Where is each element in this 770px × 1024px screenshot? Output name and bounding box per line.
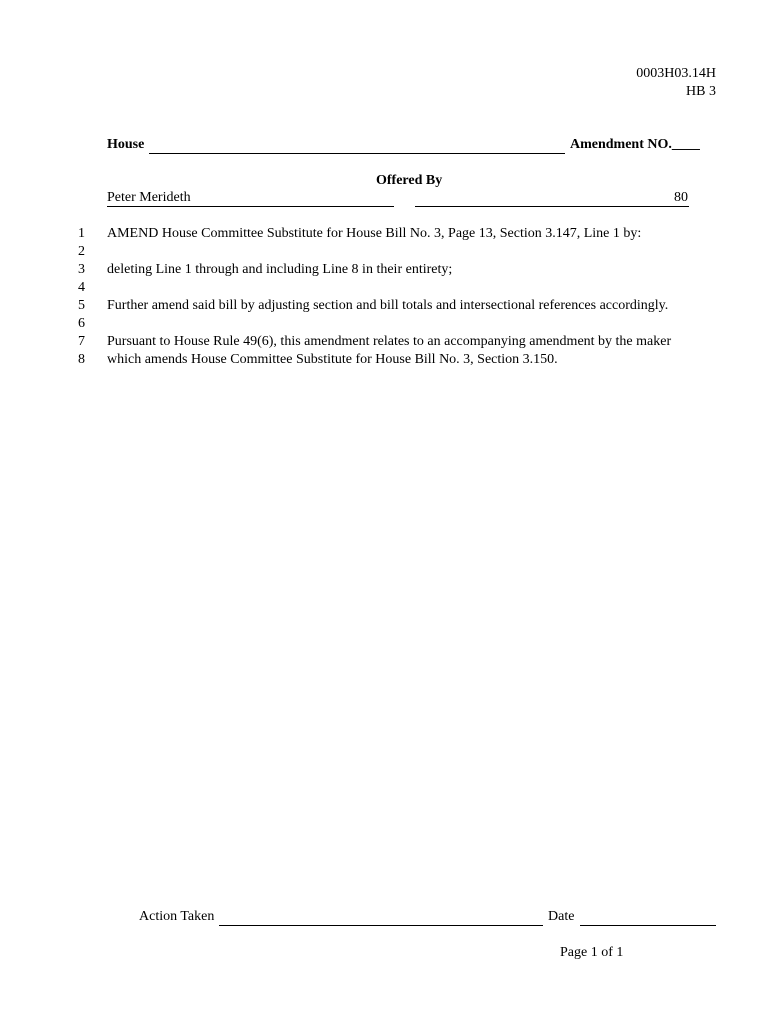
date-label: Date [548, 909, 575, 924]
line-number: 7 [78, 334, 85, 349]
line-number: 1 [78, 226, 85, 241]
bill-number: HB 3 [686, 84, 716, 99]
amendment-text-line-8: which amends House Committee Substitute for House Bill No. 3, Section 3.150. [107, 352, 558, 367]
amendment-number-label: Amendment NO.____ [570, 137, 700, 152]
action-taken-underline [219, 925, 543, 926]
date-underline [580, 925, 716, 926]
amendment-text-line-5: Further amend said bill by adjusting section and bill totals and intersectional references accordingly. [107, 298, 669, 313]
chamber-underline [149, 153, 565, 154]
sponsor-underline [107, 206, 394, 207]
amendment-text-line-7: Pursuant to House Rule 49(6), this amendment relates to an accompanying amendment by the maker [107, 334, 672, 349]
district-number: 80 [674, 190, 688, 205]
amendment-text-line-1: AMEND House Committee Substitute for House Bill No. 3, Page 13, Section 3.147, Line 1 by: [107, 226, 642, 241]
chamber-label: House [107, 137, 145, 152]
offered-by-label: Offered By [376, 173, 443, 188]
sponsor-name: Peter Merideth [107, 190, 191, 205]
line-number: 5 [78, 298, 85, 313]
document-code: 0003H03.14H [636, 66, 716, 81]
amendment-text-line-3: deleting Line 1 through and including Line 8 in their entirety; [107, 262, 453, 277]
line-number: 6 [78, 316, 85, 331]
line-number: 3 [78, 262, 85, 277]
line-number: 8 [78, 352, 85, 367]
action-taken-label: Action Taken [139, 909, 215, 924]
district-underline [415, 206, 689, 207]
page-number: Page 1 of 1 [560, 945, 624, 960]
line-number: 2 [78, 244, 85, 259]
line-number: 4 [78, 280, 85, 295]
